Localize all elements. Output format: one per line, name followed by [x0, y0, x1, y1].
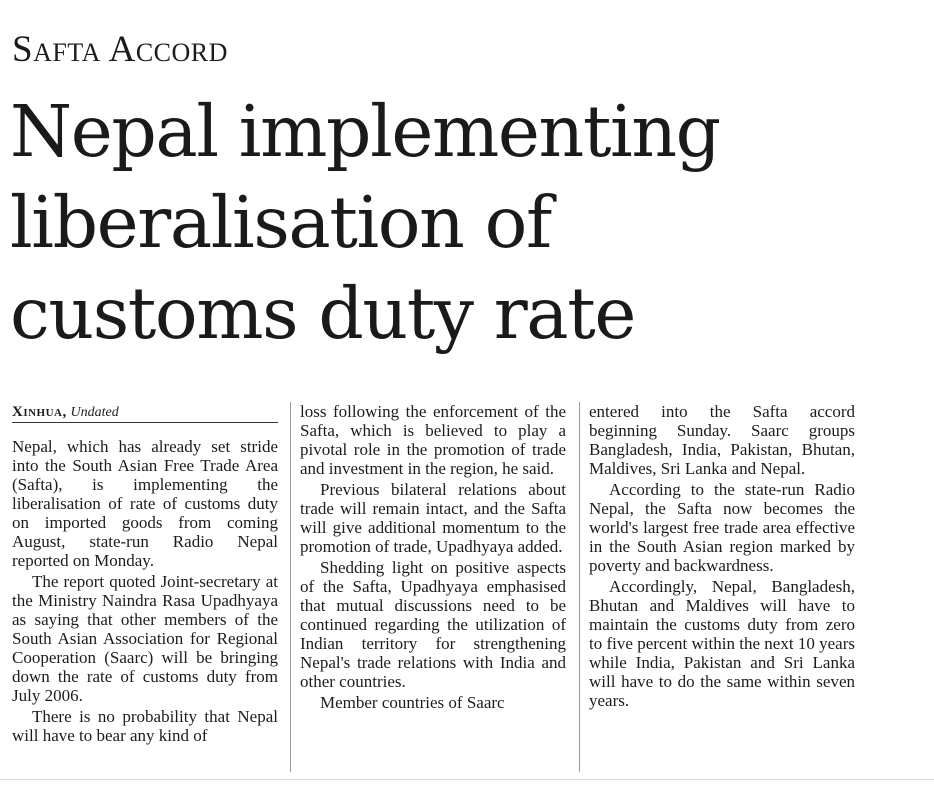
headline-line: liberalisation of	[10, 181, 551, 264]
headline	[10, 86, 925, 359]
paragraph: The report quoted Joint-secretary at the Ministry Naindra Rasa Upadhyaya as saying that other members of the South Asian Association for Regional Cooperation (Saarc) will be bringing down the rate of customs duty from July 2006.	[12, 572, 278, 705]
byline	[12, 402, 278, 423]
paragraph: Accordingly, Nepal, Bangladesh, Bhutan and Maldives will have to maintain the customs duty from zero to five percent within the next 10 years while India, Pakistan and Sri Lanka will have to do the same within seven years.	[589, 577, 855, 710]
paragraph: Shedding light on positive aspects of the Safta, Upadhyaya emphasised that mutual discussions need to be continued regarding the utilization of Indian territory for strengthening Nepal's trade relations with India and other countries.	[300, 558, 566, 691]
article-column-3	[589, 402, 855, 710]
paragraph: There is no probability that Nepal will have to bear any kind of	[12, 707, 278, 745]
article-column-1	[12, 402, 278, 745]
headline-line: customs duty rate	[10, 272, 635, 355]
paragraph: Member countries of Saarc	[320, 693, 505, 712]
article-column-2	[300, 402, 566, 712]
column-divider	[290, 402, 291, 772]
paragraph: Previous bilateral relations about trade will remain intact, and the Safta will give additional momentum to the promotion of trade, Upadhyaya added.	[300, 480, 566, 556]
headline-line: Nepal implementing	[10, 90, 720, 173]
byline-dateline: Undated	[70, 405, 119, 420]
page-bottom-edge	[0, 779, 934, 780]
paragraph: entered into the Safta accord beginning Sunday. Saarc groups Bangladesh, India, Pakistan, Bhutan, Maldives, Sri Lanka and Nepal.	[589, 402, 855, 478]
column-divider	[579, 402, 580, 772]
paragraph: According to the state-run Radio Nepal, the Safta now becomes the world's largest free trade area effective in the South Asian region marked by poverty and backwardness.	[589, 480, 855, 575]
byline-agency: Xinhua,	[12, 404, 67, 420]
paragraph: loss following the enforcement of the Safta, which is believed to play a pivotal role in the promotion of trade and investment in the region, he said.	[300, 402, 566, 478]
section-kicker: Safta Accord	[12, 29, 228, 70]
paragraph: Nepal, which has already set stride into the South Asian Free Trade Area (Safta), is implementing the liberalisation of rate of customs duty on imported goods from coming August, state-run Radio Nepal reported on Monday.	[12, 437, 278, 570]
